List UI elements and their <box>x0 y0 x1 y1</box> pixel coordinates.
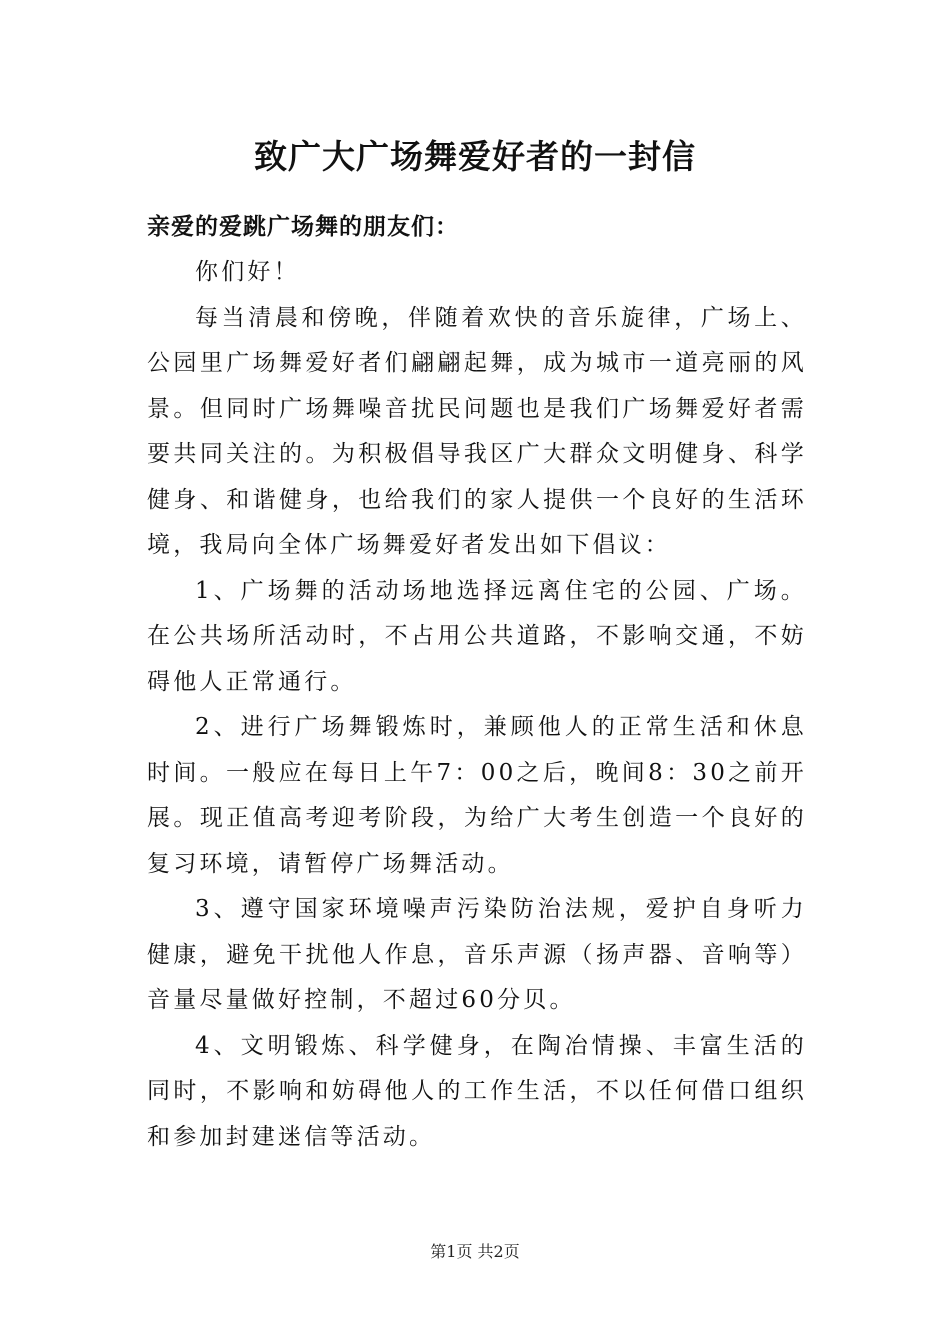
paragraph-item-3: 3、遵守国家环境噪声污染防治法规，爱护自身听力健康，避免干扰他人作息，音乐声源（扬声器、音响等）音量尽量做好控制，不超过60分贝。 <box>147 896 807 1013</box>
paragraph-item-2: 2、进行广场舞锻炼时，兼顾他人的正常生活和休息时间。一般应在每日上午7：00之后，晚间8：30之前开展。现正值高考迎考阶段，为给广大考生创造一个良好的复习环境，请暂停广场舞活动。 <box>147 714 807 877</box>
paragraph-greeting: 你们好！ <box>195 259 300 285</box>
paragraph-item-4: 4、文明锻炼、科学健身，在陶冶情操、丰富生活的同时，不影响和妨碍他人的工作生活，不以任何借口组织和参加封建迷信等活动。 <box>147 1032 807 1150</box>
paragraph-item-1: 1、广场舞的活动场地选择远离住宅的公园、广场。在公共场所活动时，不占用公共道路，不影响交通，不妨碍他人正常通行。 <box>147 577 807 695</box>
paragraph-intro: 每当清晨和傍晚，伴随着欢快的音乐旋律，广场上、公园里广场舞爱好者们翩翩起舞，成为城市一道亮丽的风景。但同时广场舞噪音扰民问题也是我们广场舞爱好者需要共同关注的。为积极倡导我区广大群众文明健身、科学健身、和谐健身，也给我们的家人提供一个良好的生活环境，我局向全体广场舞爱好者发出如下倡议： <box>147 304 807 558</box>
salutation: 亲爱的爱跳广场舞的朋友们： <box>147 213 459 240</box>
letter-body <box>147 250 807 1160</box>
document-title: 致广大广场舞爱好者的一封信 <box>254 137 696 176</box>
page-footer: 第1页 共2页 <box>430 1242 520 1261</box>
